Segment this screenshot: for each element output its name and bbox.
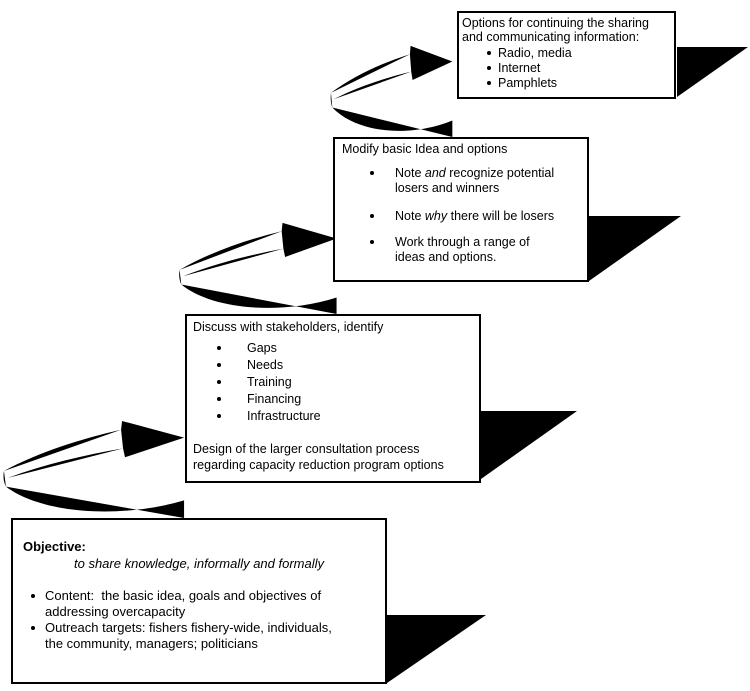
- box-discuss-bullet1: Gaps: [247, 341, 277, 355]
- box-modify: [333, 137, 589, 282]
- box-options-title-line1: Options for continuing the sharing: [462, 16, 649, 30]
- bullet-icon: [217, 346, 221, 350]
- bullet-icon: [217, 414, 221, 418]
- box-objective-bullet2-line2: the community, managers; politicians: [45, 636, 258, 651]
- bullet-icon: [487, 81, 491, 85]
- box-discuss-bullet3: Training: [247, 375, 292, 389]
- box-discuss-bullet4: Financing: [247, 392, 302, 406]
- bullet2-text-pre: Note: [395, 209, 425, 223]
- box-objective-subtitle: to share knowledge, informally and formally: [74, 556, 325, 571]
- box-shadow-options: [677, 47, 748, 97]
- bullet-icon: [31, 594, 35, 598]
- bullet2-text-post: there will be losers: [447, 209, 555, 223]
- bullet-icon: [217, 363, 221, 367]
- box-modify-bullet3-line2: ideas and options.: [395, 250, 497, 264]
- box-objective-bullet2-line1: Outreach targets: fishers fishery-wide, individuals,: [45, 620, 332, 635]
- bullet2-text-em: why: [424, 209, 448, 223]
- box-discuss-footer-line2: regarding capacity reduction program options: [193, 458, 444, 472]
- box-objective-title: Objective:: [23, 539, 86, 554]
- bullet-icon: [487, 66, 491, 70]
- bullet-icon: [31, 626, 35, 630]
- box-objective-bullet1-line1: Content: the basic idea, goals and objectives of: [45, 588, 322, 603]
- box-options: [457, 11, 676, 99]
- box-modify-bullet1-line2: losers and winners: [395, 181, 500, 195]
- box-shadow-discuss: [481, 411, 577, 479]
- box-shadow-objective: [387, 615, 486, 683]
- box-discuss-footer-line1: Design of the larger consultation process: [193, 442, 420, 456]
- bullet1-text-post: recognize potential: [445, 166, 555, 180]
- box-discuss-bullet2: Needs: [247, 358, 284, 372]
- box-options-bullet3: Pamphlets: [498, 76, 558, 90]
- box-shadow-modify: [589, 216, 681, 281]
- box-modify-title: Modify basic Idea and options: [342, 142, 508, 156]
- box-modify-bullet3-line1: Work through a range of: [395, 235, 530, 249]
- box-objective-bullet1-line2: addressing overcapacity: [45, 604, 186, 619]
- bullet-icon: [487, 51, 491, 55]
- box-discuss: [185, 314, 481, 483]
- bullet-icon: [370, 214, 374, 218]
- bullet-icon: [370, 240, 374, 244]
- bullet1-text-em: and: [424, 166, 446, 180]
- box-modify-bullet2: [395, 209, 554, 223]
- box-objective: [11, 518, 387, 684]
- curved-arrow-top: [329, 45, 455, 137]
- box-options-bullet2: Internet: [498, 61, 541, 75]
- box-modify-bullet1-line1: [395, 166, 554, 180]
- bullet-icon: [370, 171, 374, 175]
- box-discuss-bullet5: Infrastructure: [247, 409, 321, 423]
- bullet-icon: [217, 397, 221, 401]
- curved-arrow-middle: [177, 222, 340, 314]
- curved-arrow-bottom: [1, 420, 188, 518]
- box-options-title-line2: and communicating information:: [462, 30, 640, 44]
- box-options-bullet1: Radio, media: [498, 46, 572, 60]
- bullet-icon: [217, 380, 221, 384]
- bullet1-text-pre: Note: [395, 166, 425, 180]
- box-discuss-title: Discuss with stakeholders, identify: [193, 320, 384, 334]
